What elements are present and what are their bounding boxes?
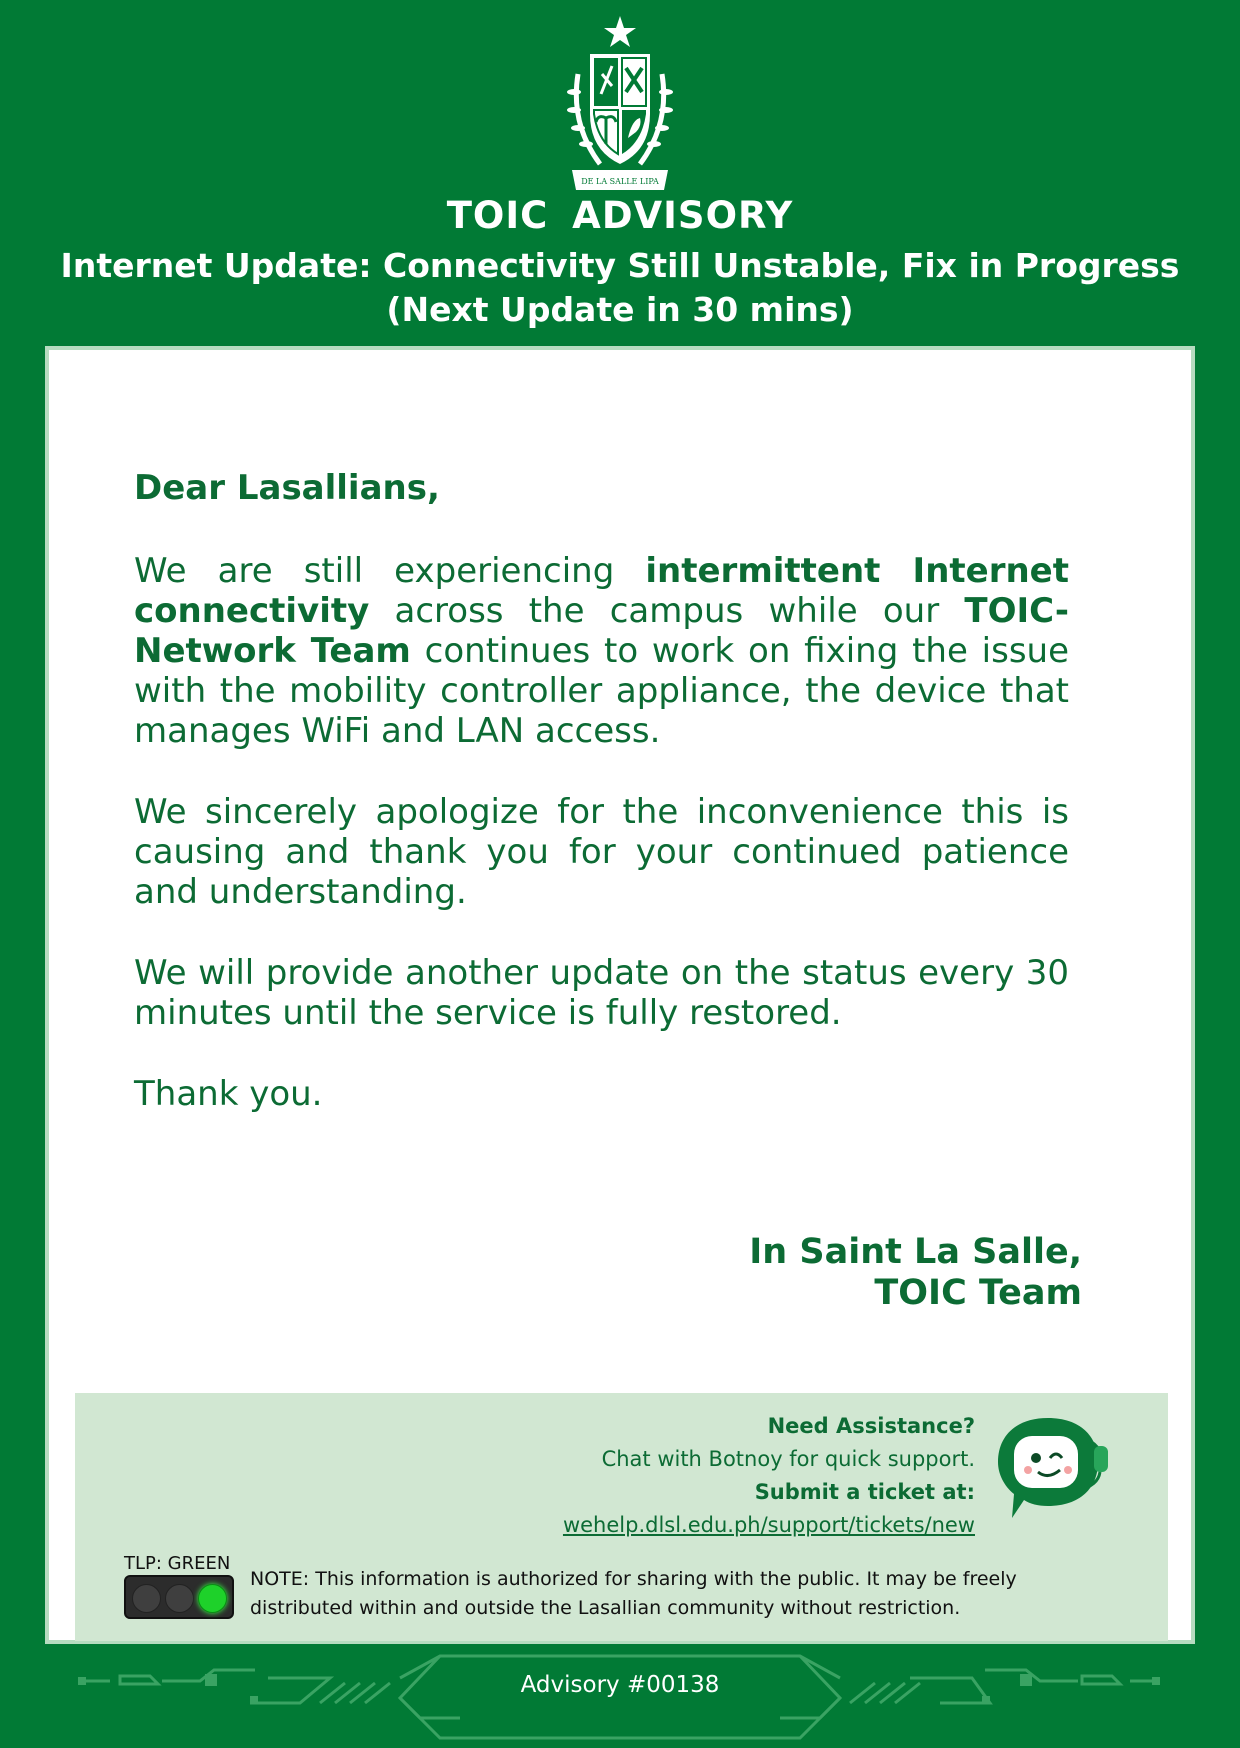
tlp-light-green [198, 1584, 227, 1613]
greeting: Dear Lasallians, [134, 468, 440, 508]
advisory-number: Advisory #00138 [520, 1672, 720, 1698]
ticket-link[interactable]: wehelp.dlsl.edu.ph/support/tickets/new [562, 1513, 975, 1537]
signoff-line-2: TOIC Team [874, 1273, 1082, 1313]
letter-body [134, 468, 1069, 1155]
paragraph-4: Thank you. [134, 1074, 323, 1114]
p1-emphasis-team: TOIC-Network Team [134, 591, 1069, 671]
svg-text:DE LA SALLE LIPA: DE LA SALLE LIPA [581, 177, 659, 186]
traffic-light-icon [124, 1575, 234, 1619]
tlp-light-red [132, 1584, 161, 1613]
p1-text-a: We are still experiencing [134, 551, 646, 591]
subtitle-line-2: (Next Update in 30 mins) [386, 290, 854, 329]
p1-text-e: continues to work on fixing the issue with the mobility controller appliance, the device that manages WiFi and LAN access. [134, 631, 1070, 751]
paragraph-3: We will provide another update on the status every 30 minutes until the service is fully restored. [134, 953, 1069, 1033]
ticket-label: Submit a ticket at: [754, 1480, 975, 1504]
assistance-heading: Need Assistance? [767, 1414, 975, 1438]
p1-emphasis-connectivity: intermittent Internet connectivity [134, 551, 1069, 631]
tlp-light-amber [165, 1584, 194, 1613]
crest-logo [556, 14, 684, 200]
p1-text-c: across the campus while our [369, 591, 965, 631]
assistance-text [563, 1410, 975, 1542]
header [0, 0, 1240, 345]
subtitle-line-1: Internet Update: Connectivity Still Unstable, Fix in Progress [60, 246, 1180, 285]
paragraph-1 [134, 551, 1069, 751]
circuit-decoration [0, 1648, 1240, 1748]
botnoy-chat-icon[interactable] [990, 1412, 1118, 1522]
sharing-note: NOTE: This information is authorized for sharing with the public. It may be freely distributed within and outside the Lasallian community without restriction. [250, 1568, 1017, 1619]
advisory-subtitle [0, 244, 1240, 332]
signoff-line-1: In Saint La Salle, [749, 1232, 1082, 1272]
paragraph-2: We sincerely apologize for the inconvenience this is causing and thank you for your continued patience and understanding. [134, 792, 1069, 912]
signoff [749, 1232, 1082, 1314]
chat-botnoy-text: Chat with Botnoy for quick support. [601, 1447, 975, 1471]
advisory-title: TOIC ADVISORY [446, 194, 794, 237]
tlp-label: TLP: GREEN [124, 1553, 231, 1574]
